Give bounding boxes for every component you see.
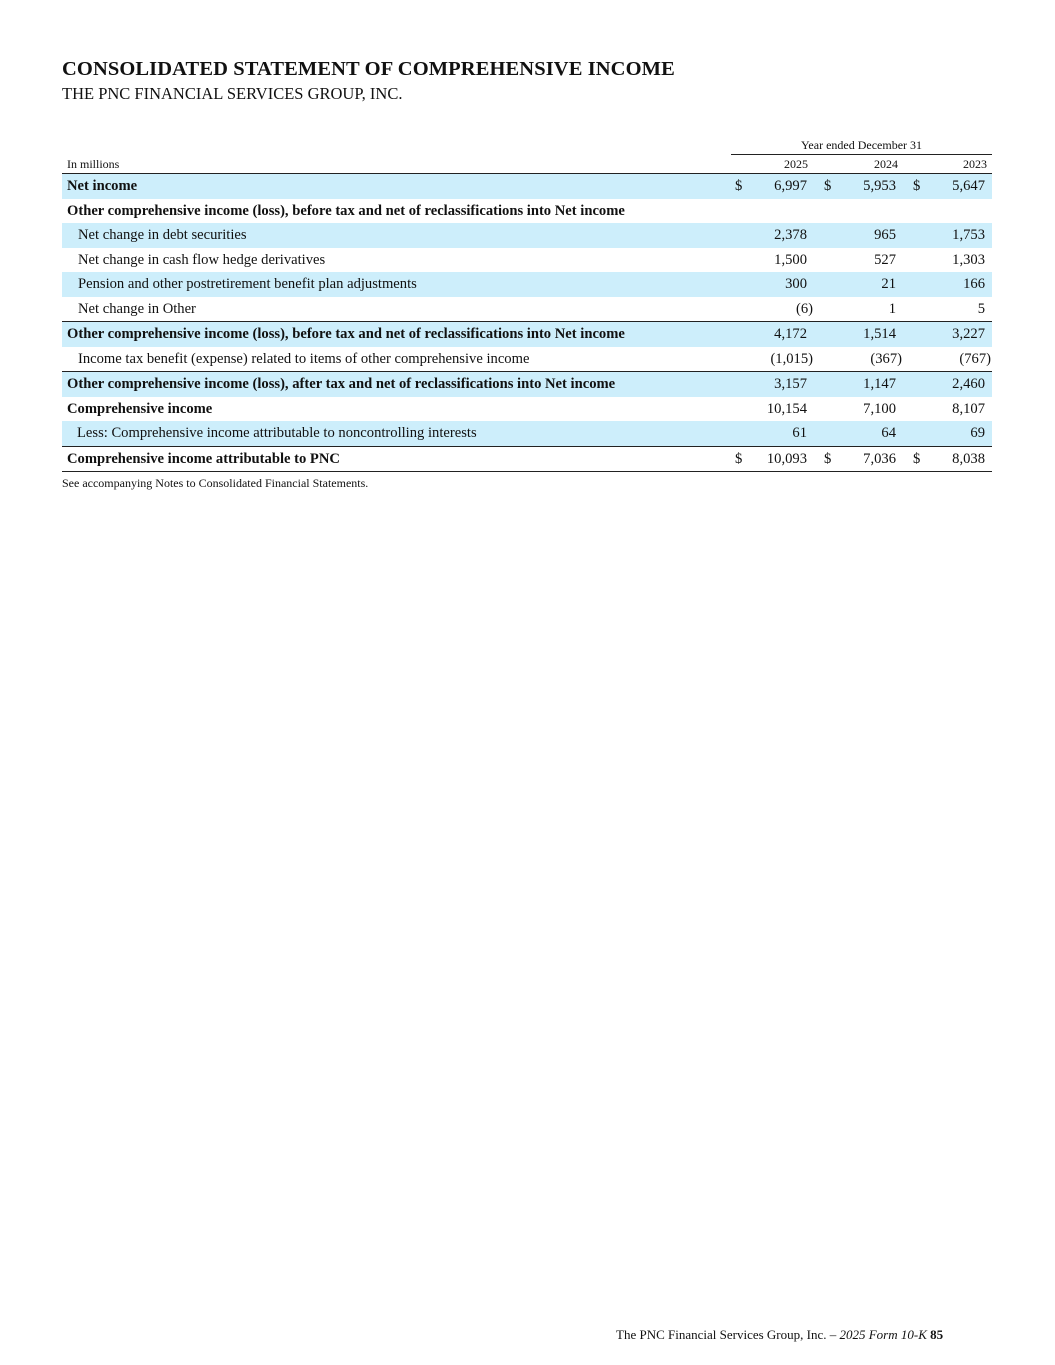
- value-2025: 300: [785, 276, 807, 292]
- table-row: [62, 248, 992, 273]
- year-header-2024: 2024: [874, 157, 898, 171]
- table-row: [62, 446, 992, 473]
- period-header: Year ended December 31: [731, 138, 992, 155]
- table-row: [62, 421, 992, 446]
- value-2023: 5: [977, 300, 985, 317]
- currency-symbol: $: [735, 450, 743, 467]
- row-label: Income tax benefit (expense) related to items of other comprehensive income: [78, 350, 530, 367]
- footer-form: 2025 Form 10-K: [839, 1327, 927, 1342]
- value-2024: 7,036: [863, 450, 896, 467]
- value-2025: 3,157: [774, 376, 807, 392]
- row-label: Comprehensive income attributable to PNC: [67, 450, 340, 467]
- footnote: See accompanying Notes to Consolidated Financial Statements.: [62, 476, 369, 490]
- currency-symbol: $: [913, 450, 921, 467]
- row-label: Other comprehensive income (loss), before tax and net of reclassifications into Net income: [67, 326, 625, 342]
- value-2025: (6): [795, 300, 813, 317]
- table-row: [62, 272, 992, 297]
- table-row: [62, 371, 992, 397]
- row-label: Net change in cash flow hedge derivatives: [78, 251, 326, 268]
- footer-company: The PNC Financial Services Group, Inc. –: [616, 1327, 840, 1342]
- currency-symbol: $: [824, 178, 832, 194]
- value-2025: 4,172: [774, 326, 807, 342]
- row-label: Net change in debt securities: [78, 227, 247, 243]
- value-2025: (1,015): [770, 350, 813, 367]
- row-label: Comprehensive income: [67, 400, 213, 417]
- value-2023: 3,227: [952, 326, 985, 342]
- value-2024: 1: [888, 300, 896, 317]
- value-2023: 8,107: [952, 400, 985, 417]
- value-2024: 1,147: [863, 376, 896, 392]
- row-label: Other comprehensive income (loss), before tax and net of reclassifications into Net income: [67, 202, 625, 219]
- value-2025: 10,093: [766, 450, 807, 467]
- page-footer: [616, 1327, 943, 1343]
- table-row: [62, 199, 992, 224]
- table-body: [62, 173, 992, 472]
- value-2024: 64: [881, 425, 896, 441]
- unit-header: In millions: [67, 157, 120, 171]
- row-label: Other comprehensive income (loss), after tax and net of reclassifications into Net income: [67, 376, 616, 392]
- table-row: [62, 174, 992, 199]
- value-2023: 5,647: [952, 178, 985, 194]
- value-2024: 5,953: [863, 178, 896, 194]
- value-2025: 61: [792, 425, 807, 441]
- value-2023: 2,460: [952, 376, 985, 392]
- value-2025: 1,500: [774, 251, 807, 268]
- value-2025: 6,997: [774, 178, 807, 194]
- row-label: Net change in Other: [78, 300, 196, 317]
- table-row: [62, 297, 992, 322]
- value-2024: 965: [874, 227, 896, 243]
- value-2024: 21: [881, 276, 896, 292]
- table-row: [62, 321, 992, 347]
- value-2023: 69: [970, 425, 985, 441]
- value-2024: 527: [874, 251, 896, 268]
- row-label: Net income: [67, 178, 138, 194]
- table-row: [62, 347, 992, 372]
- page-number: 85: [930, 1327, 944, 1342]
- row-label: Less: Comprehensive income attributable to noncontrolling interests: [77, 425, 477, 441]
- value-2025: 10,154: [766, 400, 807, 417]
- value-2023: (767): [959, 350, 991, 367]
- value-2023: 1,753: [952, 227, 985, 243]
- value-2023: 1,303: [952, 251, 985, 268]
- row-label: Pension and other postretirement benefit plan adjustments: [78, 276, 417, 292]
- company-name: THE PNC FINANCIAL SERVICES GROUP, INC.: [62, 84, 403, 103]
- table-row: [62, 223, 992, 248]
- statement-title: CONSOLIDATED STATEMENT OF COMPREHENSIVE INCOME: [62, 58, 675, 80]
- currency-symbol: $: [913, 178, 921, 194]
- table-row: [62, 397, 992, 422]
- value-2024: (367): [870, 350, 902, 367]
- currency-symbol: $: [735, 178, 743, 194]
- value-2024: 7,100: [863, 400, 896, 417]
- year-header-2023: 2023: [963, 157, 987, 171]
- value-2023: 8,038: [952, 450, 985, 467]
- value-2025: 2,378: [774, 227, 807, 243]
- value-2024: 1,514: [863, 326, 896, 342]
- year-header-2025: 2025: [784, 157, 808, 171]
- value-2023: 166: [963, 276, 985, 292]
- currency-symbol: $: [824, 450, 832, 467]
